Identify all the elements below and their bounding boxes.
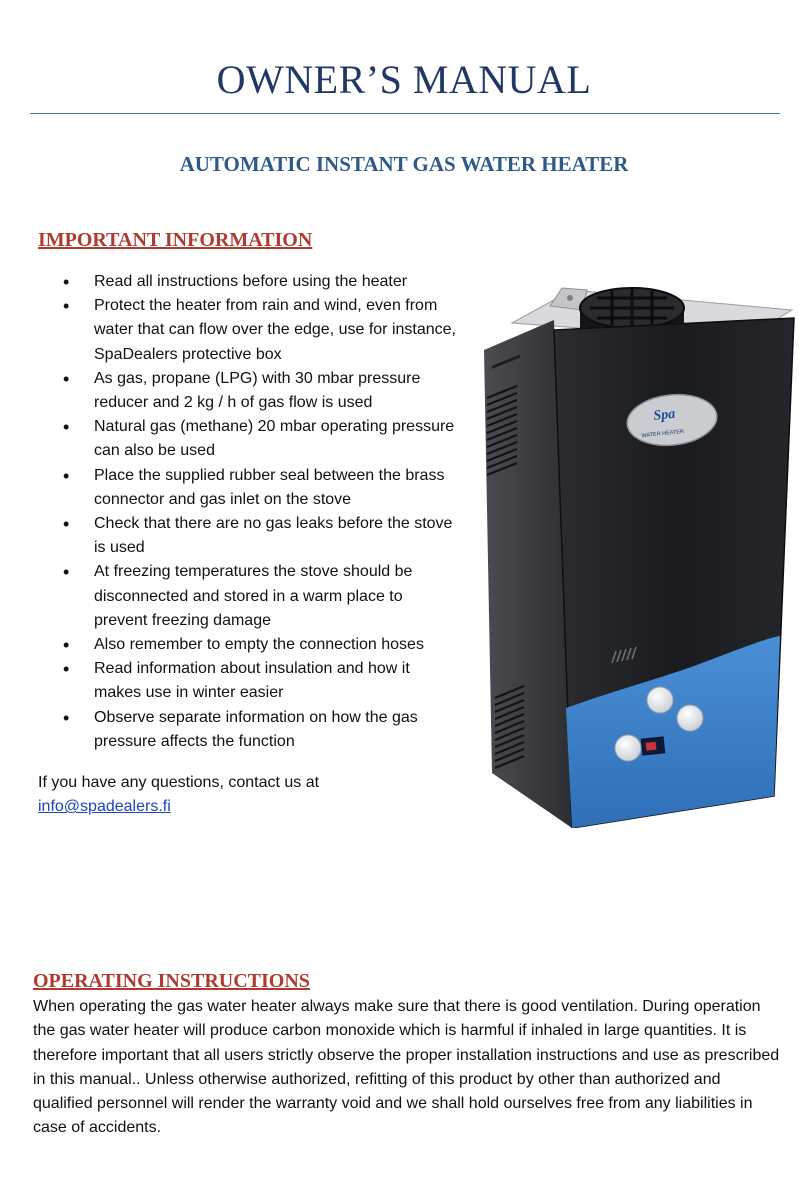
water-heater-image (462, 268, 802, 828)
list-item: • At freezing temperatures the stove should be disconnected and stored in a warm place to prevent freezing damage (38, 560, 458, 633)
page-subtitle: AUTOMATIC INSTANT GAS WATER HEATER (179, 152, 629, 176)
list-item: • Read information about insulation and how it makes use in winter easier (38, 657, 458, 705)
list-item: • Protect the heater from rain and wind, even from water that can flow over the edge, use for instance, SpaDealers protective box (38, 294, 458, 367)
list-item: • Observe separate information on how the gas pressure affects the function (38, 706, 458, 754)
list-item: • Also remember to empty the connection hoses (38, 633, 458, 657)
important-information-list (38, 270, 458, 754)
contact-email-link[interactable]: info@spadealers.fi (38, 798, 171, 816)
important-information-heading: IMPORTANT INFORMATION (38, 229, 313, 251)
operating-instructions-text: When operating the gas water heater always make sure that there is good ventilation. During operation the gas water heater will produce carbon monoxide which is harmful if inhaled in large quantities. It is therefore important that all users strictly observe the proper installation instructions and use as prescribed in this manual.. Unless otherwise authorized, refitting of this product by other than authorized and qualified personnel will render the warranty void and we shall hold ourselves free from any liabilities in case of accidents. (33, 998, 780, 1137)
list-item: • Natural gas (methane) 20 mbar operating pressure can also be used (38, 415, 458, 463)
list-item: • Place the supplied rubber seal between the brass connector and gas inlet on the stove (38, 464, 458, 512)
list-item: • As gas, propane (LPG) with 30 mbar pressure reducer and 2 kg / h of gas flow is used (38, 367, 458, 415)
heater-logo-text: Spa (652, 406, 676, 424)
contact-block (38, 771, 319, 819)
page-title: OWNER’S MANUAL (216, 57, 592, 102)
list-item: • Read all instructions before using the heater (38, 270, 458, 294)
contact-text: If you have any questions, contact us at (38, 774, 320, 791)
operating-instructions-heading: OPERATING INSTRUCTIONS (33, 970, 310, 992)
title-divider (30, 113, 780, 114)
heater-label-text: WATER HEATER (641, 428, 685, 440)
list-item: • Check that there are no gas leaks before the stove is used (38, 512, 458, 560)
